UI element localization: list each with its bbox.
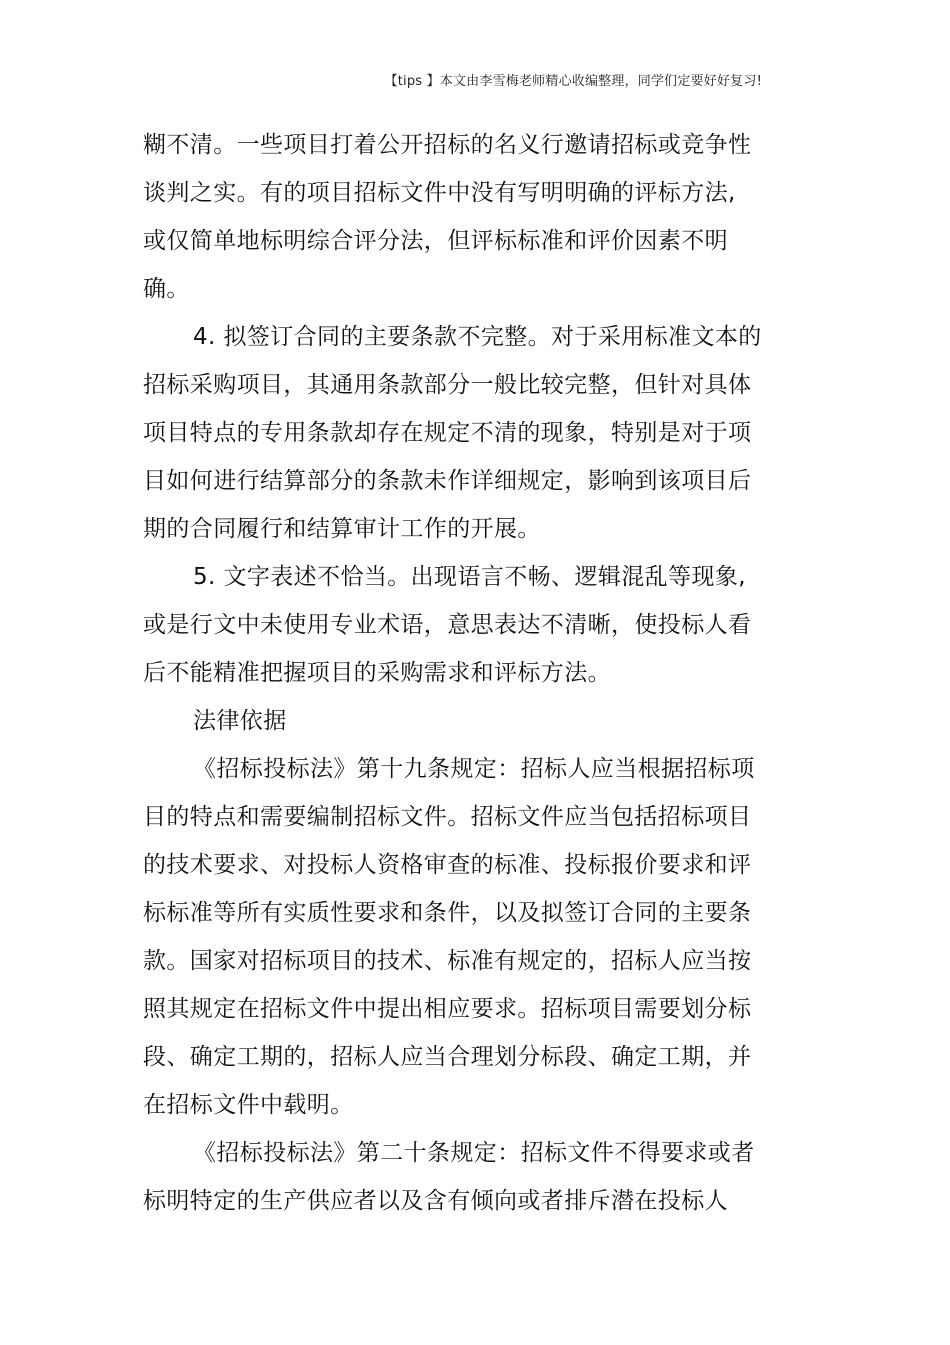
text-line: 期的合同履行和结算审计工作的开展。 xyxy=(143,516,541,542)
document-body xyxy=(143,121,762,1225)
text-line: 款。国家对招标项目的技术、标准有规定的，招标人应当按 xyxy=(143,948,752,974)
text-line: 项目特点的专用条款却存在规定不清的现象，特别是对于项 xyxy=(143,420,752,446)
text-line: 标标准等所有实质性要求和条件，以及拟签订合同的主要条 xyxy=(143,900,752,926)
paragraph-item-5 xyxy=(143,553,755,697)
section-heading-legal-basis xyxy=(143,697,755,745)
text-line: 段、确定工期的，招标人应当合理划分标段、确定工期，并 xyxy=(143,1044,752,1070)
text-line: 糊不清。一些项目打着公开招标的名义行邀请招标或竞争性 xyxy=(143,132,752,158)
paragraph-article-19 xyxy=(143,745,755,1129)
paragraph-item-4 xyxy=(143,313,762,553)
text-line: 确。 xyxy=(143,276,190,302)
text-line: 目的特点和需要编制招标文件。招标文件应当包括招标项目 xyxy=(143,804,752,830)
text-line: 照其规定在招标文件中提出相应要求。招标项目需要划分标 xyxy=(143,996,752,1022)
text-line: 或是行文中未使用专业术语，意思表达不清晰，使投标人看 xyxy=(143,612,752,638)
text-line: 谈判之实。有的项目招标文件中没有写明明确的评标方法, xyxy=(143,180,736,206)
text-line: 在招标文件中载明。 xyxy=(143,1092,354,1118)
text-line: 招标采购项目，其通用条款部分一般比较完整，但针对具体 xyxy=(143,372,752,398)
text-line: 《招标投标法》第二十条规定：招标文件不得要求或者 xyxy=(193,1140,755,1166)
text-line: 目如何进行结算部分的条款未作详细规定，影响到该项目后 xyxy=(143,468,752,494)
text-line: 5. 文字表述不恰当。出现语言不畅、逻辑混乱等现象, xyxy=(193,564,746,590)
section-heading-text: 法律依据 xyxy=(193,708,287,734)
text-line: 的技术要求、对投标人资格审查的标准、投标报价要求和评 xyxy=(143,852,752,878)
text-line: 后不能精准把握项目的采购需求和评标方法。 xyxy=(143,660,611,686)
paragraph-continuation xyxy=(143,121,755,313)
text-line: 4. 拟签订合同的主要条款不完整。对于采用标准文本的 xyxy=(193,324,762,350)
text-line: 标明特定的生产供应者以及含有倾向或者排斥潜在投标人 xyxy=(143,1188,728,1214)
header-tip-note: 【tips 】本文由李雪梅老师精心收编整理，同学们定要好好复习! xyxy=(384,74,762,89)
text-line: 《招标投标法》第十九条规定：招标人应当根据招标项 xyxy=(193,756,755,782)
text-line: 或仅简单地标明综合评分法，但评标标准和评价因素不明 xyxy=(143,228,728,254)
paragraph-article-20 xyxy=(143,1129,755,1225)
